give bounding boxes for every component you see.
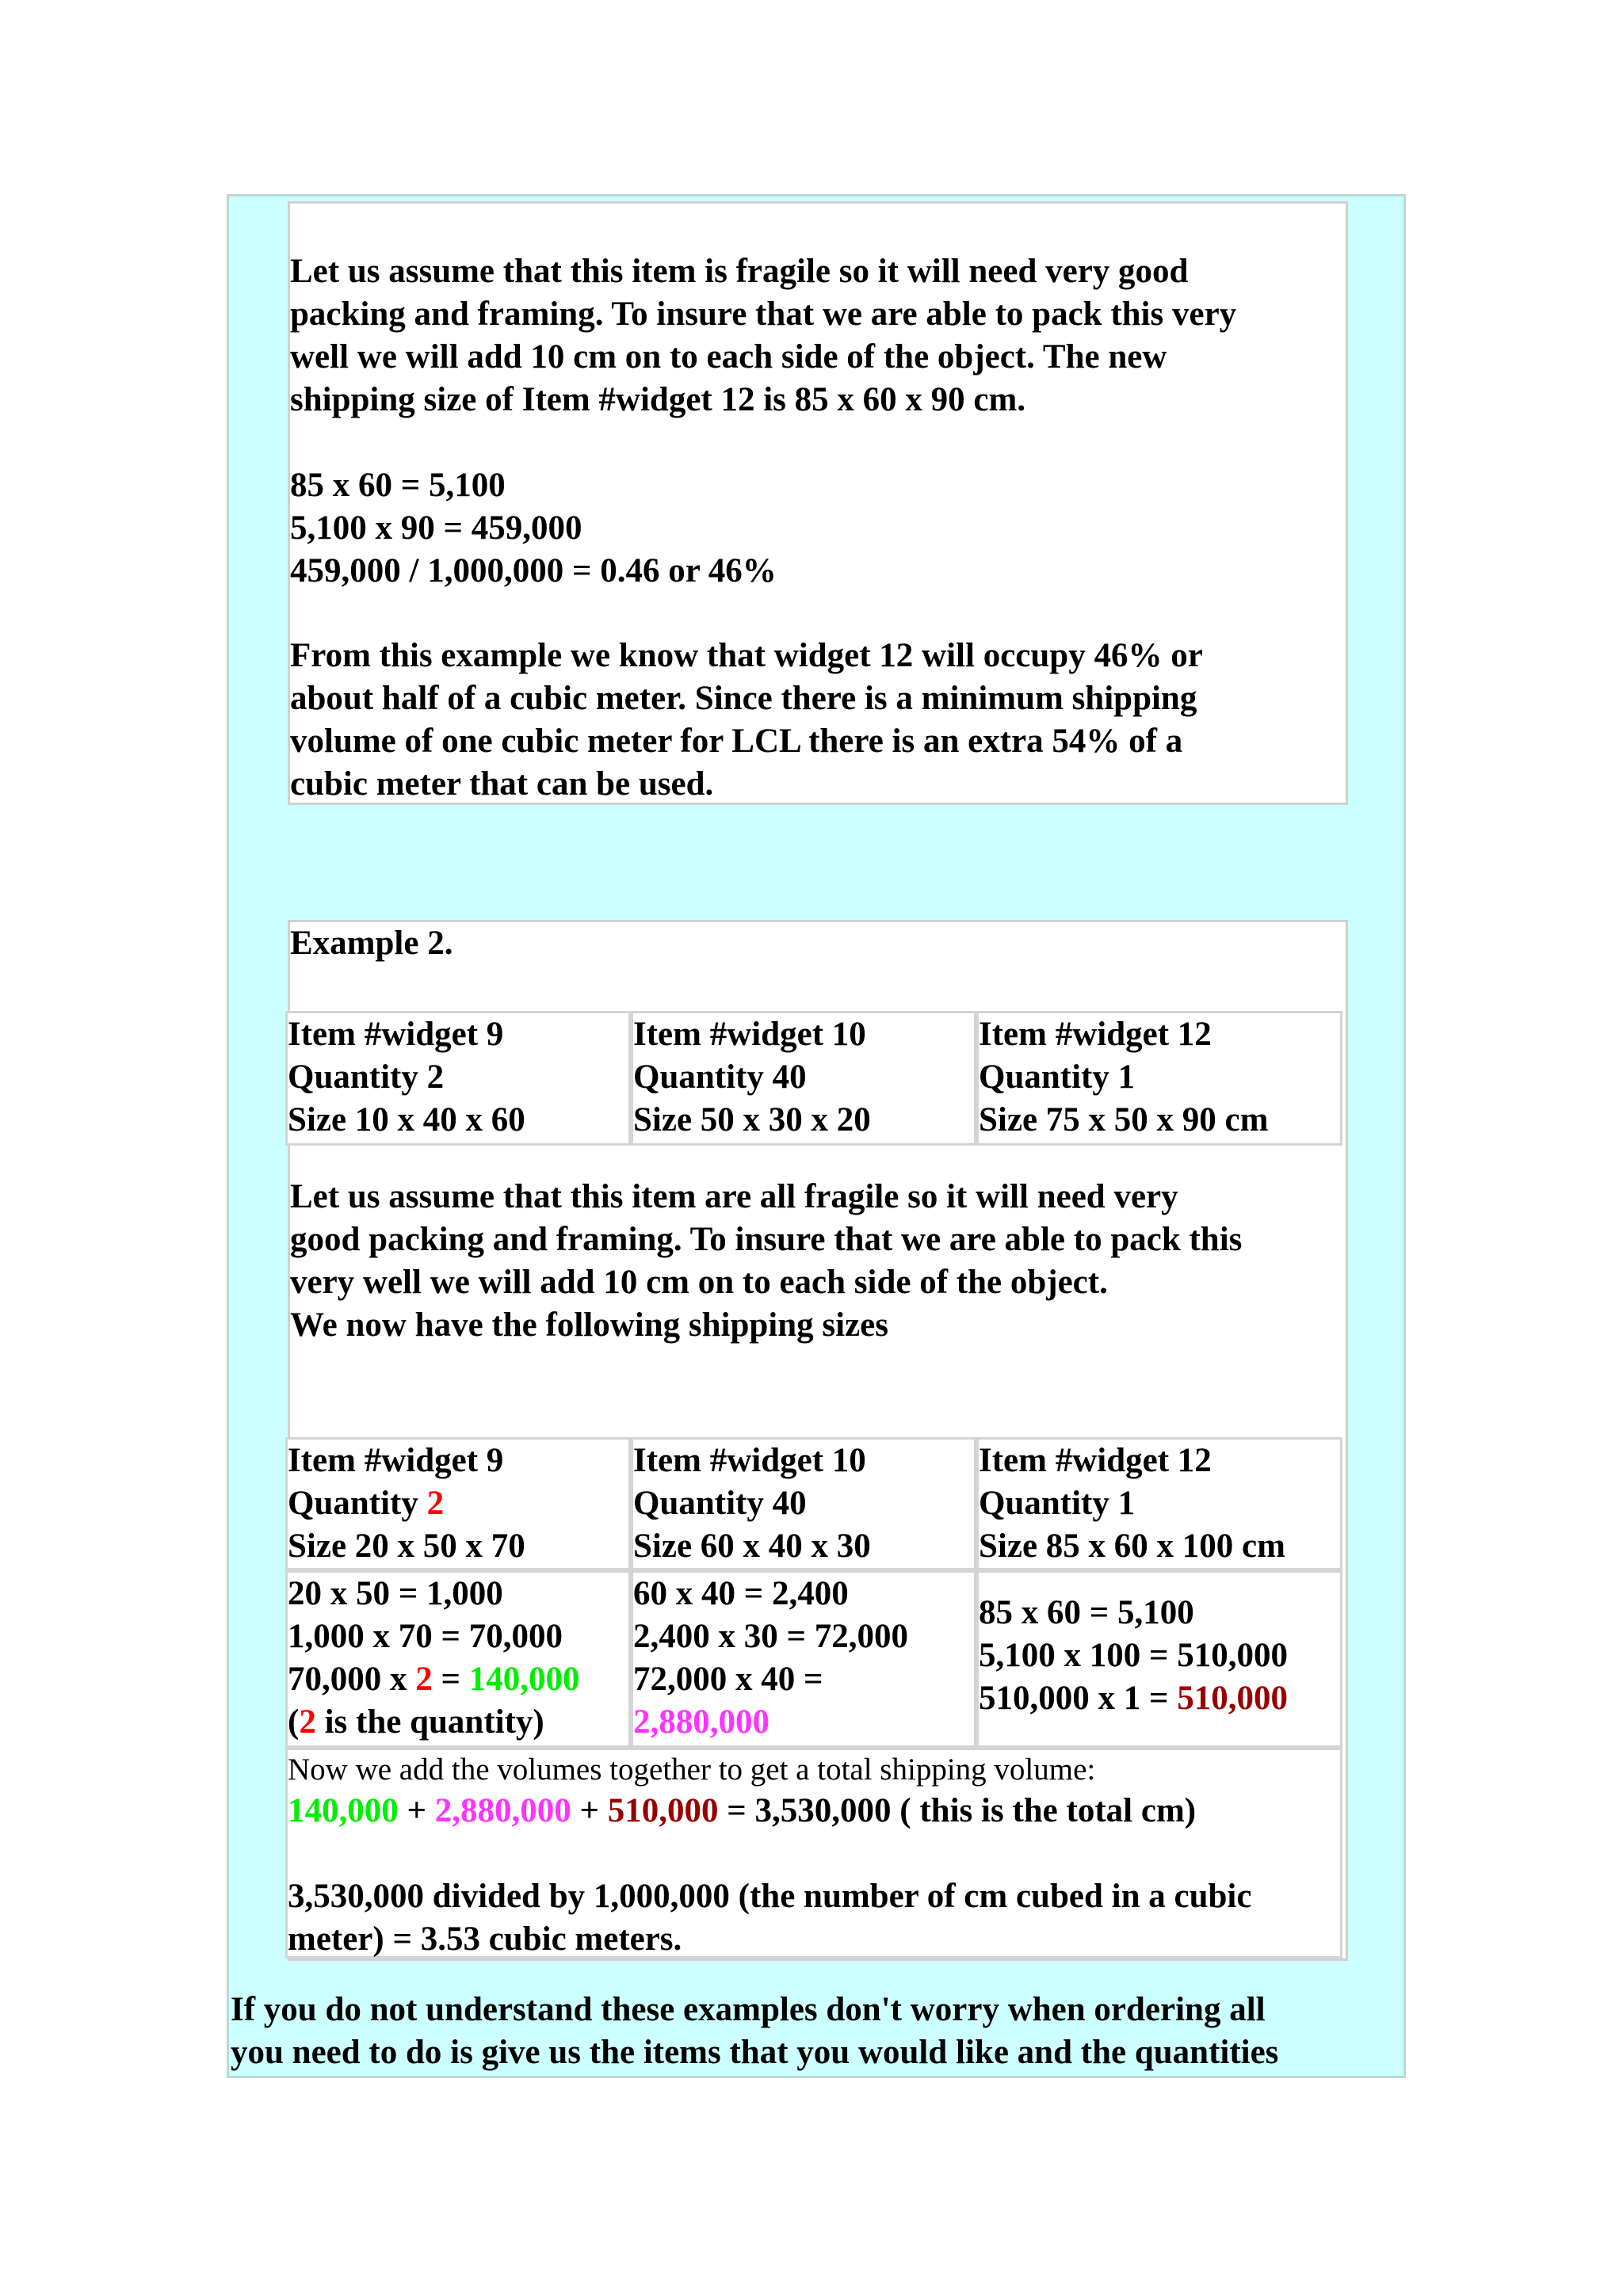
quantity-value: 2 — [299, 1703, 316, 1741]
content-frame — [227, 194, 1406, 2078]
text-line: about half of a cubic meter. Since there is a minimum shipping — [290, 680, 1197, 717]
calc-text: ( — [288, 1703, 300, 1741]
example2-heading — [290, 922, 453, 965]
item-size: Size 75 x 50 x 90 cm — [979, 1101, 1269, 1138]
calc-text: 70,000 x — [288, 1661, 416, 1698]
item-name: Item #widget 9 — [288, 1016, 504, 1053]
text-line: 459,000 / 1,000,000 = 0.46 or 46% — [290, 552, 777, 589]
text-line: volume of one cubic meter for LCL there is an extra 54% of a — [290, 723, 1183, 760]
total-text: = 3,530,000 ( this is the total cm) — [718, 1792, 1197, 1829]
text-line: 5,100 x 90 = 459,000 — [290, 509, 582, 547]
text-line: you need to do is give us the items that you would like and the quantities — [231, 2034, 1279, 2071]
text-line: packing and framing. To insure that we are able to pack this very — [290, 296, 1237, 333]
text-line: Let us assume that this item is fragile so it will need very good — [290, 253, 1189, 290]
quantity-value: 2 — [426, 1485, 445, 1522]
volume-result: 2,880,000 — [633, 1703, 769, 1741]
item-size: Size 50 x 30 x 20 — [633, 1101, 871, 1138]
item-quantity: Quantity 40 — [633, 1485, 807, 1522]
item-size: Size 20 x 50 x 70 — [288, 1527, 525, 1565]
example2-panel — [288, 920, 1348, 1961]
quantity-value: 2 — [415, 1661, 433, 1698]
item-quantity: Quantity 1 — [979, 1485, 1136, 1522]
calc-line — [288, 1658, 628, 1701]
item-size: Size 10 x 40 x 60 — [288, 1101, 525, 1138]
calc-cell-widget10 — [631, 1570, 976, 1748]
text-line: cubic meter that can be used. — [290, 765, 714, 803]
example1-paragraph — [290, 250, 1236, 421]
spacer — [288, 1833, 1340, 1875]
shipping-cell-widget9 — [285, 1437, 631, 1570]
text-line: 85 x 60 = 5,100 — [290, 467, 506, 504]
example2-assumption — [290, 1176, 1242, 1347]
quantity-label: Quantity — [288, 1485, 427, 1522]
total-conversion-line: meter) = 3.53 cubic meters. — [288, 1920, 682, 1958]
total-sum-line — [288, 1790, 1340, 1833]
calc-line: 85 x 60 = 5,100 — [979, 1594, 1194, 1631]
text-line: If you do not understand these examples don't worry when ordering all — [231, 1991, 1266, 2028]
calc-line — [979, 1677, 1340, 1720]
total-intro: Now we add the volumes together to get a total shipping volume: — [288, 1753, 1096, 1787]
footer-paragraph — [231, 1989, 1278, 2074]
calc-text: = — [432, 1661, 469, 1698]
text-line: well we will add 10 cm on to each side of the object. The new — [290, 338, 1167, 376]
item-name: Item #widget 9 — [288, 1442, 504, 1479]
item-name: Item #widget 12 — [979, 1016, 1212, 1053]
calc-line: 72,000 x 40 = — [633, 1661, 823, 1698]
item-quantity — [288, 1482, 628, 1525]
volume-w10: 2,880,000 — [434, 1792, 571, 1829]
volume-w12: 510,000 — [607, 1792, 719, 1829]
text-line: Let us assume that this item are all fragile so it will need very — [290, 1178, 1178, 1215]
item-cell-widget12 — [976, 1011, 1342, 1146]
calc-line: 20 x 50 = 1,000 — [288, 1575, 503, 1612]
calc-line: 1,000 x 70 = 70,000 — [288, 1618, 563, 1655]
text-line: We now have the following shipping sizes — [290, 1306, 888, 1344]
example1-calculation — [290, 464, 777, 593]
item-quantity: Quantity 1 — [979, 1058, 1136, 1096]
text-line: good packing and framing. To insure that we are able to pack this — [290, 1221, 1243, 1258]
plus-sign: + — [398, 1792, 435, 1829]
item-quantity: Quantity 2 — [288, 1058, 445, 1096]
calc-line: 2,400 x 30 = 72,000 — [633, 1618, 909, 1655]
plus-sign: + — [571, 1792, 608, 1829]
item-name: Item #widget 10 — [633, 1016, 866, 1053]
total-conversion-line: 3,530,000 divided by 1,000,000 (the number of cm cubed in a cubic — [288, 1878, 1252, 1915]
calc-cell-widget12 — [976, 1570, 1342, 1748]
volume-result: 510,000 — [1177, 1680, 1289, 1717]
calc-line — [288, 1701, 628, 1744]
total-cell — [285, 1748, 1342, 1958]
calc-cell-widget9 — [285, 1570, 631, 1748]
calc-text: 510,000 x 1 = — [979, 1680, 1178, 1717]
example1-conclusion — [290, 635, 1203, 806]
item-name: Item #widget 12 — [979, 1442, 1212, 1479]
item-size: Size 60 x 40 x 30 — [633, 1527, 871, 1565]
volume-w9: 140,000 — [288, 1792, 399, 1829]
shipping-cell-widget12 — [976, 1437, 1342, 1570]
heading-text: Example 2. — [290, 925, 453, 962]
calc-line: 5,100 x 100 = 510,000 — [979, 1637, 1289, 1674]
calc-text: is the quantity) — [315, 1703, 544, 1741]
volume-result: 140,000 — [468, 1661, 580, 1698]
item-quantity: Quantity 40 — [633, 1058, 807, 1096]
example1-panel — [288, 201, 1348, 805]
item-size: Size 85 x 60 x 100 cm — [979, 1527, 1285, 1565]
item-cell-widget10 — [631, 1011, 976, 1146]
item-name: Item #widget 10 — [633, 1442, 866, 1479]
text-line: shipping size of Item #widget 12 is 85 x 60 x 90 cm. — [290, 381, 1026, 418]
text-line: very well we will add 10 cm on to each side of the object. — [290, 1264, 1108, 1301]
calc-line: 60 x 40 = 2,400 — [633, 1575, 849, 1612]
item-cell-widget9 — [285, 1011, 631, 1146]
shipping-cell-widget10 — [631, 1437, 976, 1570]
text-line: From this example we know that widget 12 will occupy 46% or — [290, 637, 1203, 674]
